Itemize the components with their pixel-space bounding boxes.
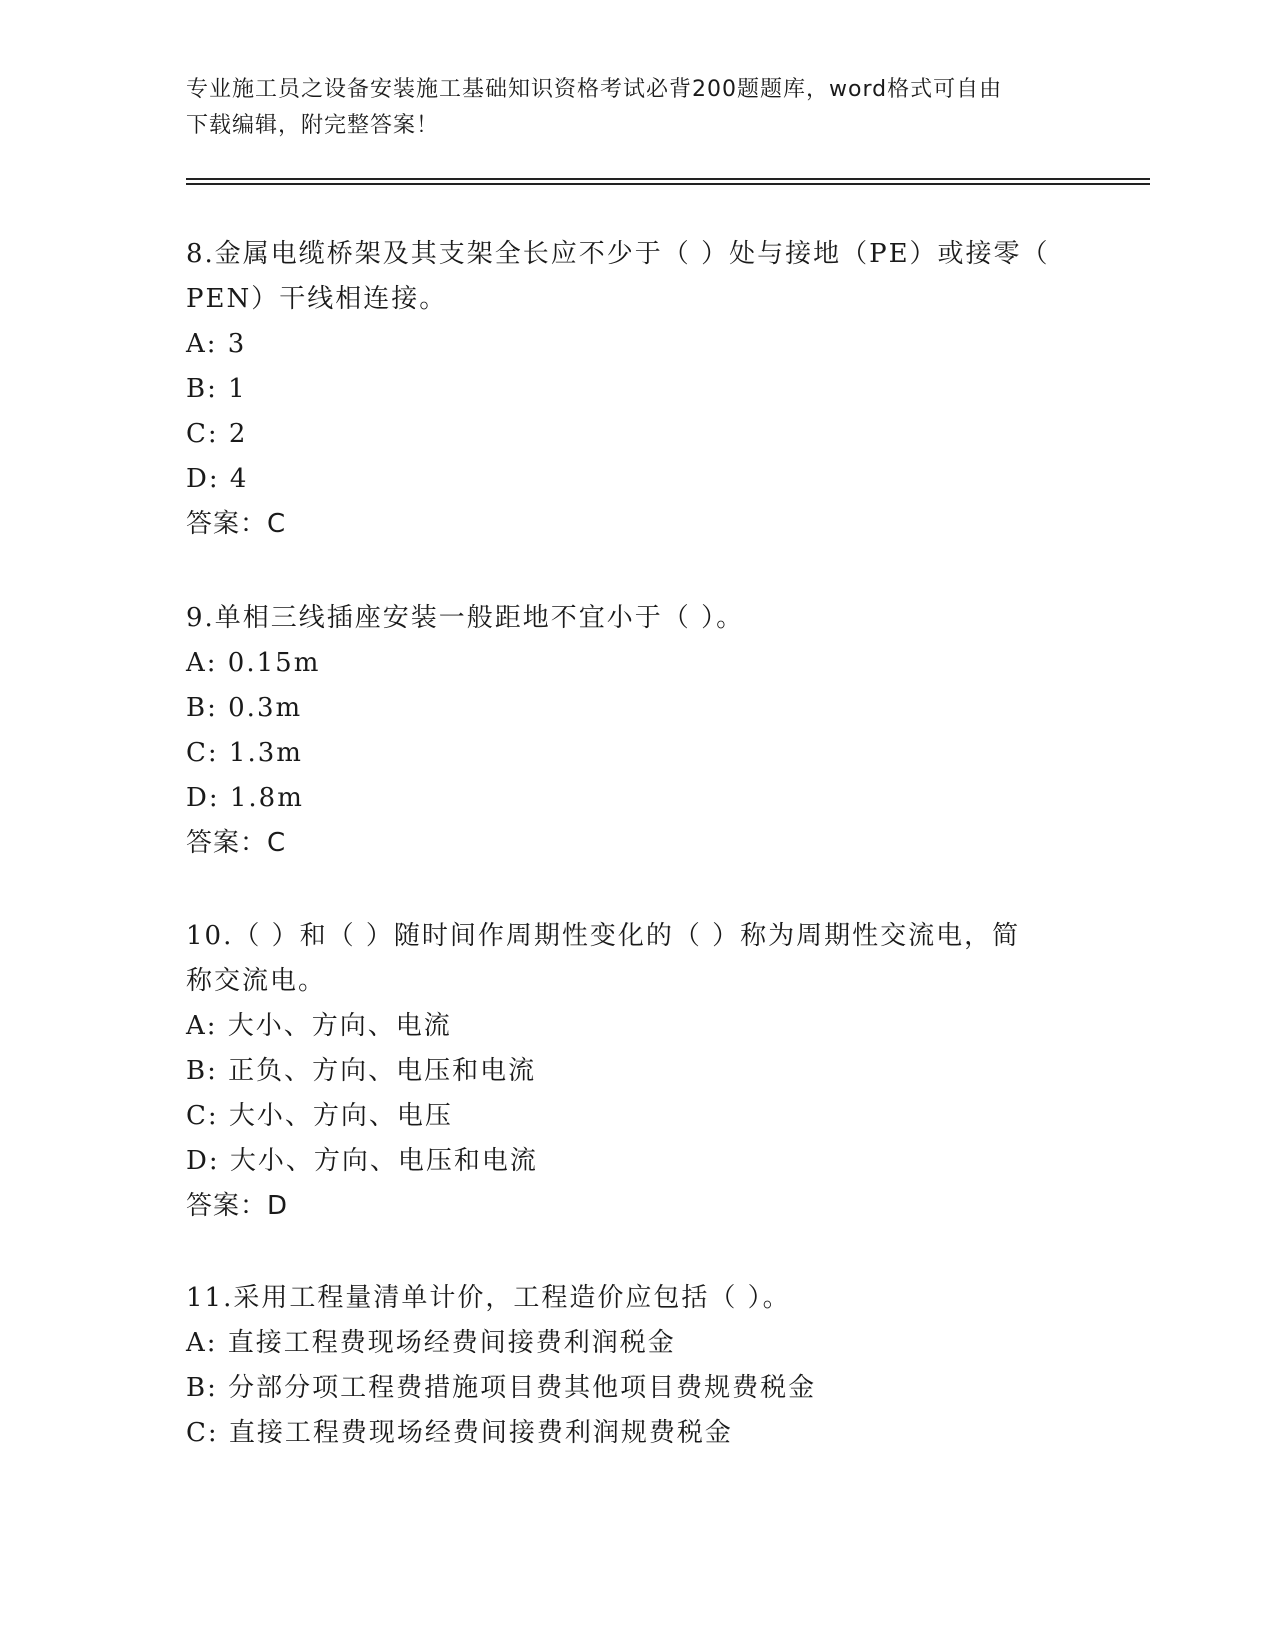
option-b: B: 分部分项工程费措施项目费其他项目费规费税金 <box>186 1373 817 1403</box>
option-a: A: 直接工程费现场经费间接费利润税金 <box>186 1328 676 1358</box>
option-a: A: 3 <box>186 329 247 359</box>
question-9 <box>186 596 1086 866</box>
question-stem-line: 9.单相三线插座安装一般距地不宜小于（ ）。 <box>186 603 745 633</box>
answer: 答案：C <box>186 828 287 858</box>
question-stem-line: PEN）干线相连接。 <box>186 284 448 314</box>
question-8 <box>186 232 1086 547</box>
question-11 <box>186 1276 1086 1456</box>
header-divider-bottom <box>186 183 1150 185</box>
option-b: B: 正负、方向、电压和电流 <box>186 1056 537 1086</box>
document-header <box>186 72 1066 144</box>
header-title-line-2: 下载编辑，附完整答案！ <box>186 113 440 138</box>
option-c: C: 直接工程费现场经费间接费利润规费税金 <box>186 1418 733 1448</box>
option-c: C: 2 <box>186 419 248 449</box>
option-d: D: 大小、方向、电压和电流 <box>186 1146 538 1176</box>
option-d: D: 4 <box>186 464 249 494</box>
header-divider-top <box>186 178 1150 180</box>
question-stem-line: 10.（ ）和（ ）随时间作周期性变化的（ ）称为周期性交流电，简 <box>186 921 1021 951</box>
option-b: B: 1 <box>186 374 247 404</box>
question-10 <box>186 914 1086 1229</box>
question-stem-line: 称交流电。 <box>186 966 327 996</box>
option-a: A: 0.15m <box>186 648 321 678</box>
question-stem-line: 11.采用工程量清单计价，工程造价应包括（ ）。 <box>186 1283 791 1313</box>
answer: 答案：C <box>186 509 287 539</box>
answer: 答案：D <box>186 1191 289 1221</box>
question-stem-line: 8.金属电缆桥架及其支架全长应不少于（ ）处与接地（PE）或接零（ <box>186 239 1050 269</box>
option-c: C: 1.3m <box>186 738 303 768</box>
option-d: D: 1.8m <box>186 783 304 813</box>
option-c: C: 大小、方向、电压 <box>186 1101 453 1131</box>
header-title-line-1: 专业施工员之设备安装施工基础知识资格考试必背200题题库，word格式可自由 <box>186 77 1003 102</box>
option-b: B: 0.3m <box>186 693 303 723</box>
option-a: A: 大小、方向、电流 <box>186 1011 452 1041</box>
